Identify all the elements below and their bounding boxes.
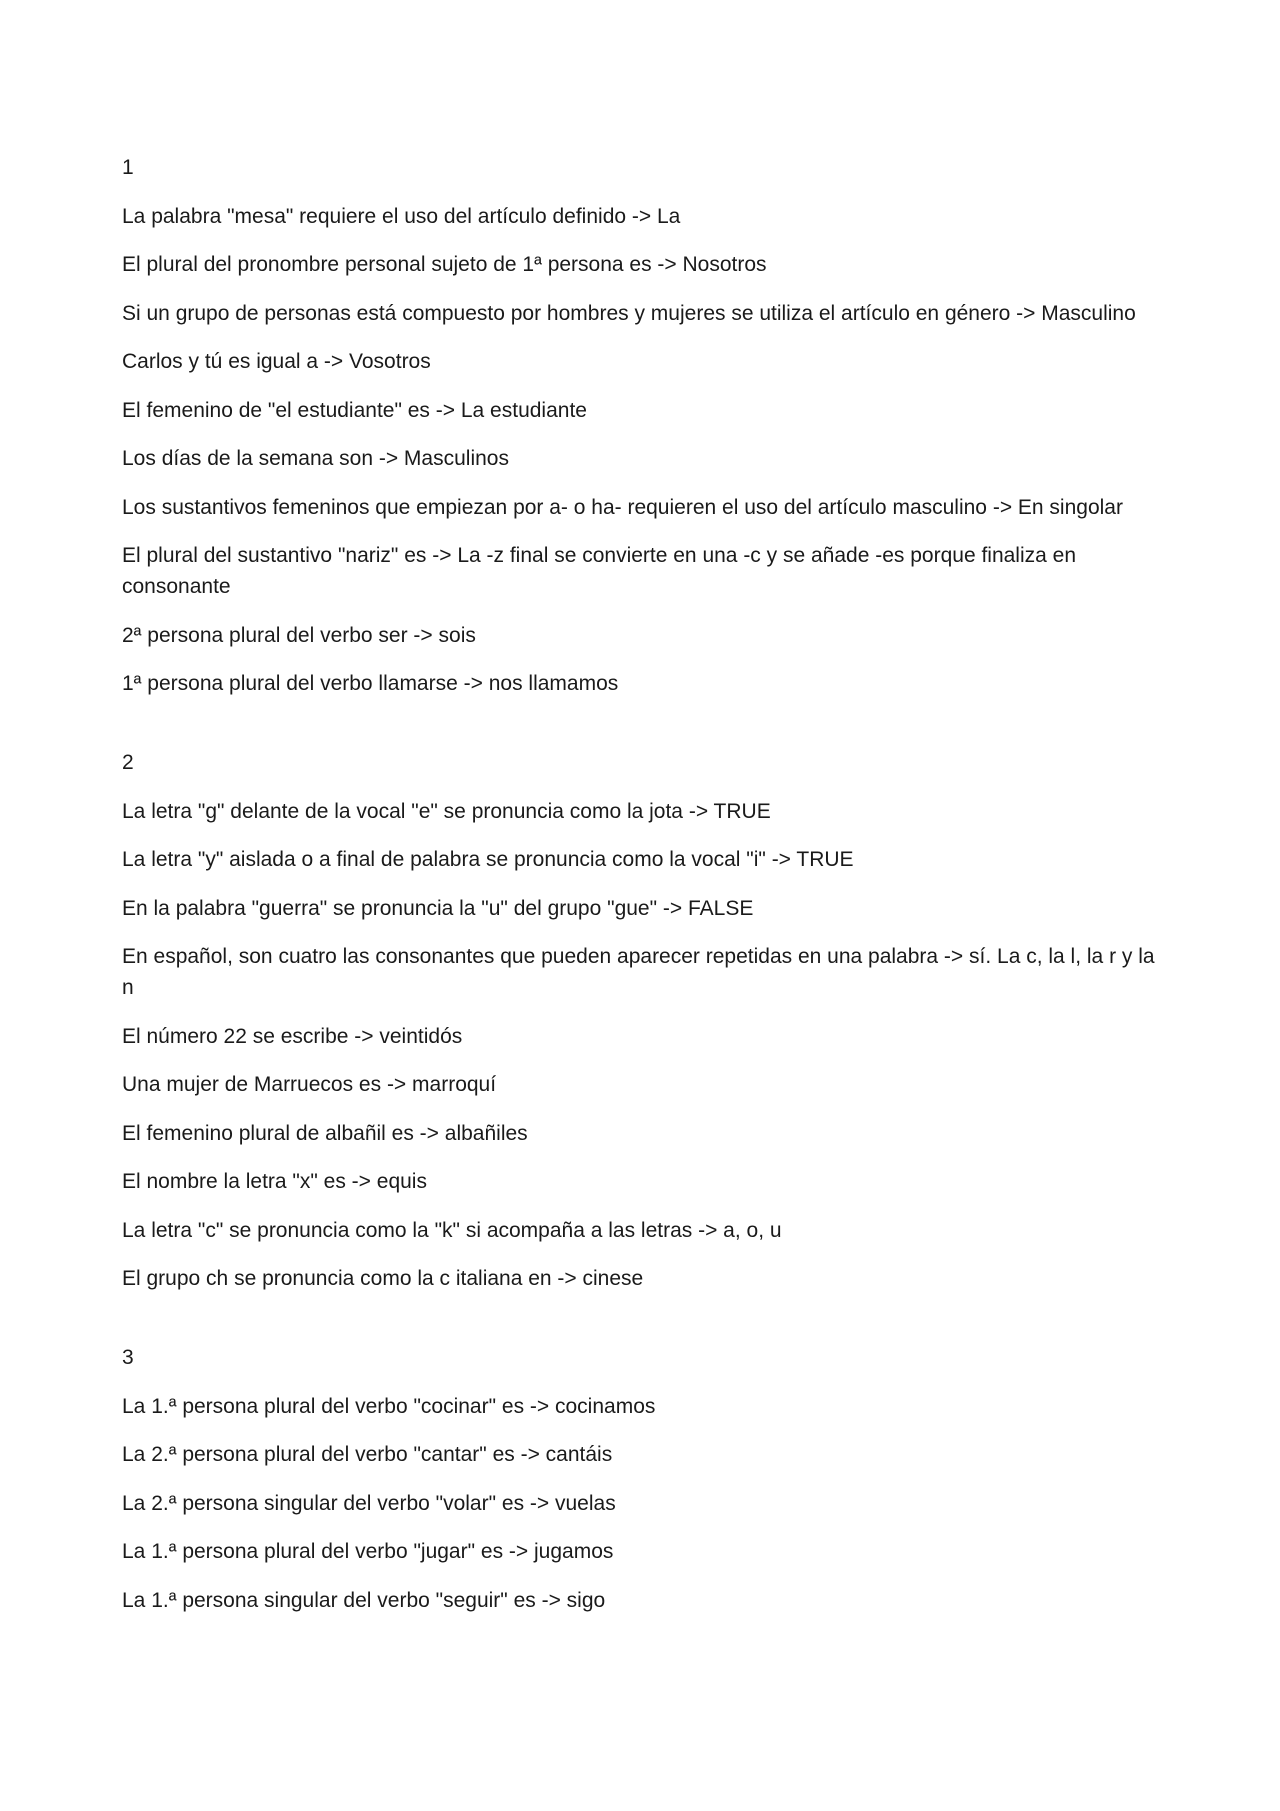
question-line: La 1.ª persona plural del verbo "jugar" es -> jugamos xyxy=(122,1540,614,1563)
section-number: 1 xyxy=(122,156,134,179)
question-line: El plural del sustantivo "nariz" es -> La -z final se convierte en una -c y se añade -es porque finaliza en consonante xyxy=(122,544,1077,598)
question-line: El plural del pronombre personal sujeto de 1ª persona es -> Nosotros xyxy=(122,253,767,276)
question-line: 2ª persona plural del verbo ser -> sois xyxy=(122,623,476,647)
question-line: Carlos y tú es igual a -> Vosotros xyxy=(122,350,431,373)
question-line: La 1.ª persona plural del verbo "cocinar" es -> cocinamos xyxy=(122,1394,656,1418)
question-line: La letra "g" delante de la vocal "e" se pronuncia como la jota -> TRUE xyxy=(122,799,771,823)
question-line: En la palabra "guerra" se pronuncia la "u" del grupo "gue" -> FALSE xyxy=(122,896,754,920)
question-line: En español, son cuatro las consonantes que pueden aparecer repetidas en una palabra -> sí. La c, la l, la r y la n xyxy=(122,945,1155,999)
question-line: El femenino plural de albañil es -> albañiles xyxy=(122,1121,528,1145)
question-line: Los días de la semana son -> Masculinos xyxy=(122,447,509,470)
section-2 xyxy=(122,747,1162,1294)
question-line: El número 22 se escribe -> veintidós xyxy=(122,1024,463,1048)
question-line: La 2.ª persona plural del verbo "cantar" es -> cantáis xyxy=(122,1443,613,1466)
section-3 xyxy=(122,1342,1162,1616)
question-line: 1ª persona plural del verbo llamarse -> nos llamamos xyxy=(122,672,619,695)
section-number: 3 xyxy=(122,1346,134,1369)
question-line: La letra "c" se pronuncia como la "k" si acompaña a las letras -> a, o, u xyxy=(122,1218,782,1242)
question-line: La 1.ª persona singular del verbo "seguir" es -> sigo xyxy=(122,1588,606,1612)
question-line: El femenino de "el estudiante" es -> La estudiante xyxy=(122,398,587,422)
question-line: Si un grupo de personas está compuesto por hombres y mujeres se utiliza el artículo en género -> Masculino xyxy=(122,301,1136,325)
question-line: El grupo ch se pronuncia como la c italiana en -> cinese xyxy=(122,1267,644,1290)
section-number: 2 xyxy=(122,751,134,774)
question-line: Una mujer de Marruecos es -> marroquí xyxy=(122,1073,497,1096)
question-line: El nombre la letra "x" es -> equis xyxy=(122,1170,427,1193)
question-line: Los sustantivos femeninos que empiezan por a- o ha- requieren el uso del artículo masculino -> En singolar xyxy=(122,495,1123,519)
question-line: La 2.ª persona singular del verbo "volar" es -> vuelas xyxy=(122,1491,616,1515)
question-line: La palabra "mesa" requiere el uso del artículo definido -> La xyxy=(122,204,681,228)
question-line: La letra "y" aislada o a final de palabra se pronuncia como la vocal "i" -> TRUE xyxy=(122,848,854,871)
section-1 xyxy=(122,152,1162,699)
document-page xyxy=(122,152,1162,1633)
